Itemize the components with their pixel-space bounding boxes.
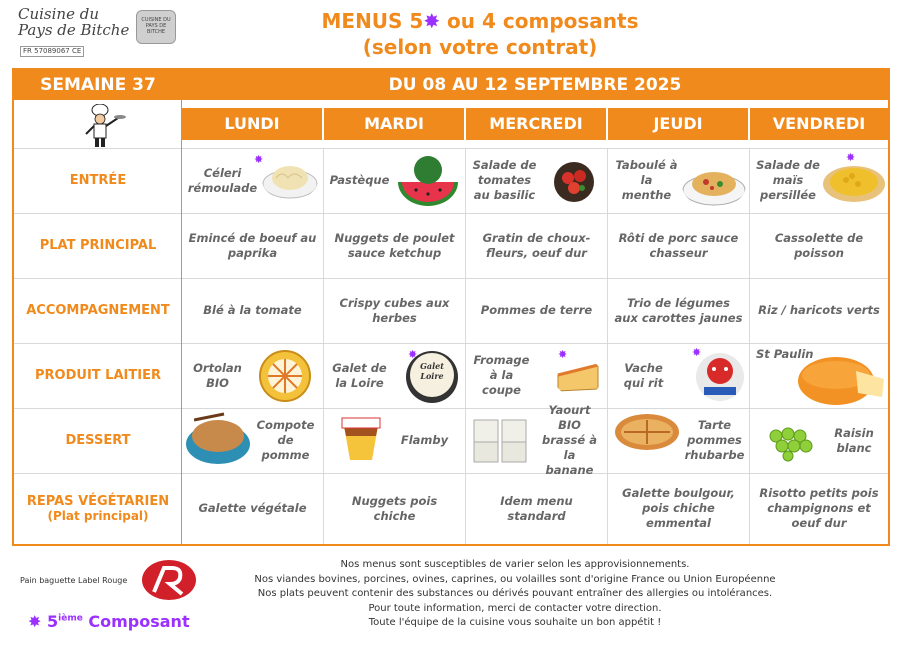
pasteque-image <box>396 154 460 208</box>
star-icon: ✸ <box>28 612 42 631</box>
svg-text:Loire: Loire <box>420 371 444 381</box>
dish-name: Nuggets pois chiche <box>351 493 438 523</box>
menu-cell-plat-vendredi <box>750 213 888 278</box>
logo-name-line1: Cuisine du <box>18 5 99 23</box>
week-dates: DU 08 AU 12 SEPTEMBRE 2025 <box>388 75 682 95</box>
flamby-image <box>338 414 384 464</box>
row-label-text: ENTRÉE <box>69 173 127 188</box>
label-rouge-text: Pain baguette Label Rouge <box>20 576 128 585</box>
dish-name: Vache qui rit <box>623 360 664 390</box>
menu-cell-plat-mercredi <box>466 213 607 278</box>
menu-cell-entree-vendredi <box>750 148 888 213</box>
menu-cell-dessert-vendredi <box>750 408 888 473</box>
label-rouge-logo <box>140 558 198 602</box>
registration-number: FR 57089067 CE <box>20 46 84 57</box>
menu-cell-laitier-vendredi <box>750 343 888 408</box>
footer-notes <box>200 558 830 631</box>
dish-name: Pommes de terre <box>480 303 593 317</box>
dish-name: Riz / haricots verts <box>758 303 880 317</box>
menu-cell-accomp-vendredi <box>750 278 888 343</box>
dish-name: Fromage à la coupe <box>473 353 530 397</box>
menu-cell-entree-lundi <box>182 148 323 213</box>
row-label-text: PLAT PRINCIPAL <box>39 238 157 253</box>
menu-cell-accomp-jeudi <box>608 278 749 343</box>
menu-cell-vege-jeudi <box>608 473 749 544</box>
day-header-lundi: LUNDI <box>182 108 322 140</box>
star-icon: ✸ <box>254 153 264 166</box>
menu-title <box>300 8 660 60</box>
menu-cell-accomp-mardi <box>324 278 465 343</box>
menu-cell-vege-lundi <box>182 473 323 544</box>
menu-cell-accomp-lundi <box>182 278 323 343</box>
day-header-vendredi: VENDREDI <box>750 108 888 140</box>
dish-name: Yaourt BIO brassé à la banane <box>542 403 597 477</box>
menu-cell-accomp-mercredi <box>466 278 607 343</box>
dish-name: Flamby <box>400 433 449 447</box>
menu-cell-dessert-mardi <box>324 408 465 473</box>
dish-name: Pastèque <box>329 173 390 187</box>
star-icon: ✸ <box>692 346 702 359</box>
row-label-entree <box>14 148 182 213</box>
dish-name: Compote de pomme <box>256 418 315 462</box>
footer-line: Nos menus sont susceptibles de varier selon les approvisionnements. <box>340 559 690 570</box>
dish-name: Gratin de choux-fleurs, oeuf dur <box>482 230 591 260</box>
row-label-produit-laitier <box>14 343 182 408</box>
dish-name: Trio de légumes aux carottes jaunes <box>614 295 743 325</box>
company-logo <box>14 6 184 62</box>
dish-name: Tarte pommes rhubarbe <box>684 418 745 462</box>
dish-name: Blé à la tomate <box>203 303 302 317</box>
day-header-jeudi: JEUDI <box>608 108 748 140</box>
menu-cell-vege-mardi <box>324 473 465 544</box>
menu-grid <box>12 68 890 546</box>
component-superscript: ième <box>58 613 83 624</box>
footer-line: Nos plats peuvent contenir des substances ou dérivés pouvant entraîner des allergies ou intolérances. <box>257 588 773 599</box>
tarte-image <box>614 412 680 452</box>
menu-cell-entree-jeudi <box>608 148 749 213</box>
dish-name: Raisin blanc <box>834 425 874 455</box>
dish-name: Céleri rémoulade <box>187 165 258 195</box>
menu-cell-vege-vendredi <box>750 473 888 544</box>
dish-name: St Paulin <box>756 347 814 361</box>
menu-cell-laitier-mercredi <box>466 343 607 408</box>
row-label-dessert <box>14 408 182 473</box>
raisin-blanc-image <box>760 420 824 462</box>
fromage-image <box>554 357 602 397</box>
dish-name: Galette boulgour, pois chiche emmental <box>622 486 735 530</box>
title-line2: (selon votre contrat) <box>362 35 598 59</box>
menu-cell-plat-mardi <box>324 213 465 278</box>
fifth-component-legend <box>28 612 190 631</box>
dish-name: Crispy cubes aux herbes <box>339 295 450 325</box>
dish-name: Galette végétale <box>198 501 307 515</box>
row-label-text: ACCOMPAGNEMENT <box>26 303 170 318</box>
salade-tomates-image <box>550 156 598 204</box>
star-icon: ✸ <box>846 151 856 164</box>
taboule-image <box>682 162 746 208</box>
title-composants: ou 4 composants <box>440 9 639 33</box>
menu-cell-laitier-lundi <box>182 343 323 408</box>
dish-name: Galet de la Loire <box>332 360 387 390</box>
row-label-plat-principal <box>14 213 182 278</box>
footer-line: Toute l'équipe de la cuisine vous souhaite un bon appétit ! <box>368 617 662 628</box>
menu-cell-entree-mercredi <box>466 148 607 213</box>
dish-name: Cassolette de poisson <box>774 230 864 260</box>
title-line1 <box>300 8 660 34</box>
star-icon: ✸ <box>408 348 418 361</box>
week-bar <box>14 70 888 100</box>
row-label-text: DESSERT <box>65 433 131 448</box>
day-header-mercredi: MERCREDI <box>466 108 606 140</box>
svg-text:Galet: Galet <box>420 361 444 371</box>
row-label-subtext: (Plat principal) <box>47 509 149 523</box>
celeri-remoulade-image <box>262 160 318 200</box>
week-label: SEMAINE 37 <box>40 75 156 95</box>
logo-name <box>18 6 129 38</box>
menu-cell-dessert-mercredi <box>466 403 607 477</box>
menu-cell-entree-mardi <box>324 148 465 213</box>
chef-illustration <box>74 104 126 148</box>
row-label-repas-vegetarien <box>14 473 182 544</box>
star-icon: ✸ <box>558 348 568 361</box>
yaourt-image <box>470 414 532 466</box>
compote-image <box>184 410 254 468</box>
footer-line: Pour toute information, merci de contacter votre direction. <box>368 602 662 614</box>
ortolan-bio-image <box>258 349 312 403</box>
logo-badge: CUISINE DU PAYS DE BITCHE <box>136 10 176 44</box>
dish-name: Idem menu standard <box>500 493 573 523</box>
row-label-text: REPAS VÉGÉTARIEN <box>26 494 170 509</box>
menu-cell-vege-mercredi <box>466 473 607 544</box>
footer-line: Nos viandes bovines, porcines, ovines, caprines, ou volailles sont d'origine France ou Union Européenne <box>254 573 776 585</box>
menu-cell-dessert-lundi <box>182 408 323 473</box>
menu-cell-laitier-mardi <box>324 343 465 408</box>
title-menus: MENUS 5 <box>321 9 424 33</box>
dish-name: Rôti de porc sauce chasseur <box>618 230 739 260</box>
day-header-mardi: MARDI <box>324 108 464 140</box>
dish-name: Nuggets de poulet sauce ketchup <box>334 230 455 260</box>
menu-cell-plat-jeudi <box>608 213 749 278</box>
dish-name: Taboulé à la menthe <box>615 158 678 202</box>
dish-name: Salade de maïs persillée <box>756 158 820 202</box>
vache-qui-rit-image <box>694 349 746 403</box>
dish-name: Ortolan BIO <box>193 360 242 390</box>
menu-cell-plat-lundi <box>182 213 323 278</box>
logo-name-line2: Pays de Bitche <box>18 21 130 39</box>
dish-name: Emincé de boeuf au paprika <box>188 230 317 260</box>
dish-name: Risotto petits pois champignons et oeuf dur <box>759 486 879 530</box>
menu-cell-laitier-jeudi <box>608 343 749 408</box>
row-label-accompagnement <box>14 278 182 343</box>
row-label-text: PRODUIT LAITIER <box>35 368 161 383</box>
component-word: Composant <box>88 612 190 631</box>
star-icon: ✸ <box>423 9 441 33</box>
dish-name: Salade de tomates au basilic <box>472 158 537 202</box>
component-number: 5 <box>46 612 59 631</box>
menu-cell-dessert-jeudi <box>608 408 749 473</box>
